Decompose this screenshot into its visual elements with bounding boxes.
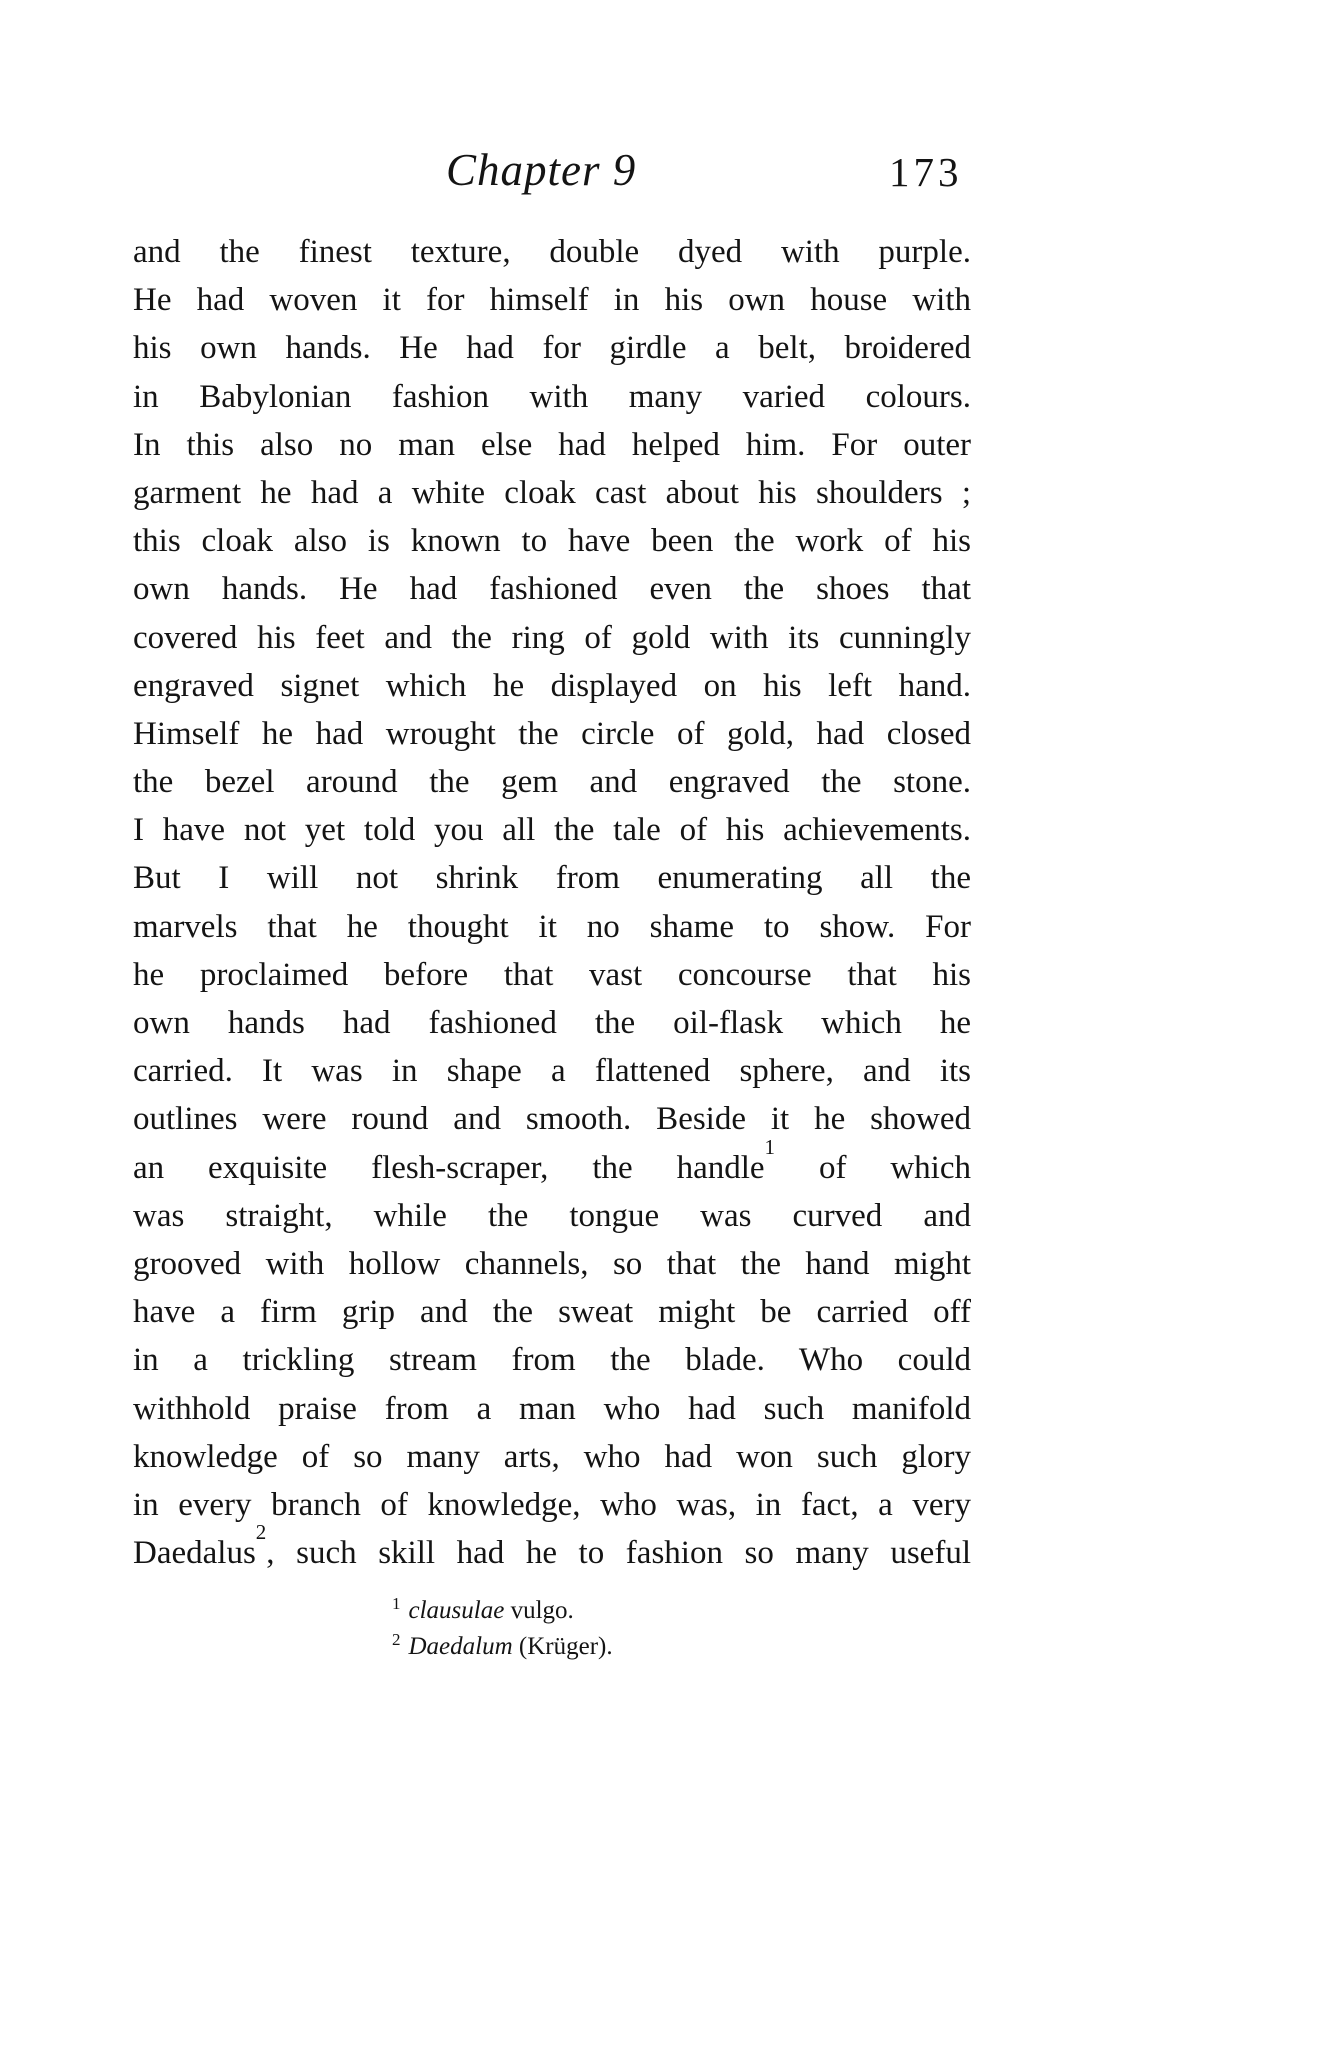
footnote-number: 1 — [392, 1594, 401, 1613]
text-line: have a firm grip and the sweat might be carried off — [133, 1294, 971, 1331]
text-line: and the finest texture, double dyed with purple. — [133, 234, 971, 270]
text-line: marvels that he thought it no shame to show. For — [133, 908, 971, 945]
text-line: his own hands. He had for girdle a belt, broidered — [133, 330, 971, 367]
footnote-2 — [392, 1629, 613, 1665]
footnotes — [392, 1593, 613, 1665]
footnote-italic-text: Daedalum — [408, 1633, 513, 1660]
text-line: garment he had a white cloak cast about his shoulders ; — [133, 474, 971, 511]
chapter-title: Chapter 9 — [446, 145, 637, 195]
footnote-text: (Krüger). — [512, 1633, 613, 1660]
text-line: knowledge of so many arts, who had won such glory — [133, 1438, 971, 1475]
text-line: own hands. He had fashioned even the shoes that — [133, 571, 971, 608]
text-line-with-footnote-2 — [133, 1520, 971, 1577]
text-line: He had woven it for himself in his own house with — [133, 282, 971, 319]
text-line: withhold praise from a man who had such manifold — [133, 1390, 971, 1427]
footnote-reference-2[interactable]: 2 — [255, 1520, 267, 1545]
text-line: In this also no man else had helped him. For outer — [133, 426, 971, 463]
footnote-number: 2 — [392, 1630, 401, 1649]
footnote-text: vulgo. — [504, 1597, 574, 1624]
body-text — [133, 228, 971, 1577]
footnote-italic-text: clausulae — [408, 1597, 505, 1624]
text-line: carried. It was in shape a flattened sphere, and its — [133, 1053, 971, 1090]
text-line: engraved signet which he displayed on his left hand. — [133, 667, 971, 704]
text-line: grooved with hollow channels, so that the hand might — [133, 1245, 971, 1282]
text-line: the bezel around the gem and engraved the stone. — [133, 764, 971, 801]
text-line: Himself he had wrought the circle of gold, had closed — [133, 715, 971, 752]
text-line: in every branch of knowledge, who was, in fact, a very — [133, 1486, 971, 1523]
text-line: I have not yet told you all the tale of his achievements. — [133, 812, 971, 849]
text-line: in a trickling stream from the blade. Who could — [133, 1342, 971, 1379]
line-text-before-mark: Daedalus — [133, 1535, 256, 1572]
running-head — [0, 140, 1332, 200]
text-line: outlines were round and smooth. Beside it he showed — [133, 1101, 971, 1138]
text-line: covered his feet and the ring of gold with its cunningly — [133, 619, 971, 656]
page-number: 173 — [889, 149, 963, 195]
text-line: he proclaimed before that vast concourse that his — [133, 956, 971, 993]
text-line: But I will not shrink from enumerating all the — [133, 860, 971, 897]
text-line-with-footnote-1 — [133, 1134, 971, 1192]
text-line: was straight, while the tongue was curved and — [133, 1197, 971, 1234]
line-text-after-mark: of which — [775, 1149, 971, 1186]
line-text-before-mark: an exquisite flesh-scraper, the handle — [133, 1149, 765, 1186]
text-line: own hands had fashioned the oil-flask which he — [133, 1005, 971, 1041]
text-line: this cloak also is known to have been the work of his — [133, 523, 971, 560]
text-line: in Babylonian fashion with many varied colours. — [133, 378, 971, 415]
footnote-reference-1[interactable]: 1 — [764, 1134, 776, 1159]
footnote-1 — [392, 1593, 613, 1629]
line-text-after-mark: , such skill had he to fashion so many useful — [266, 1535, 971, 1572]
